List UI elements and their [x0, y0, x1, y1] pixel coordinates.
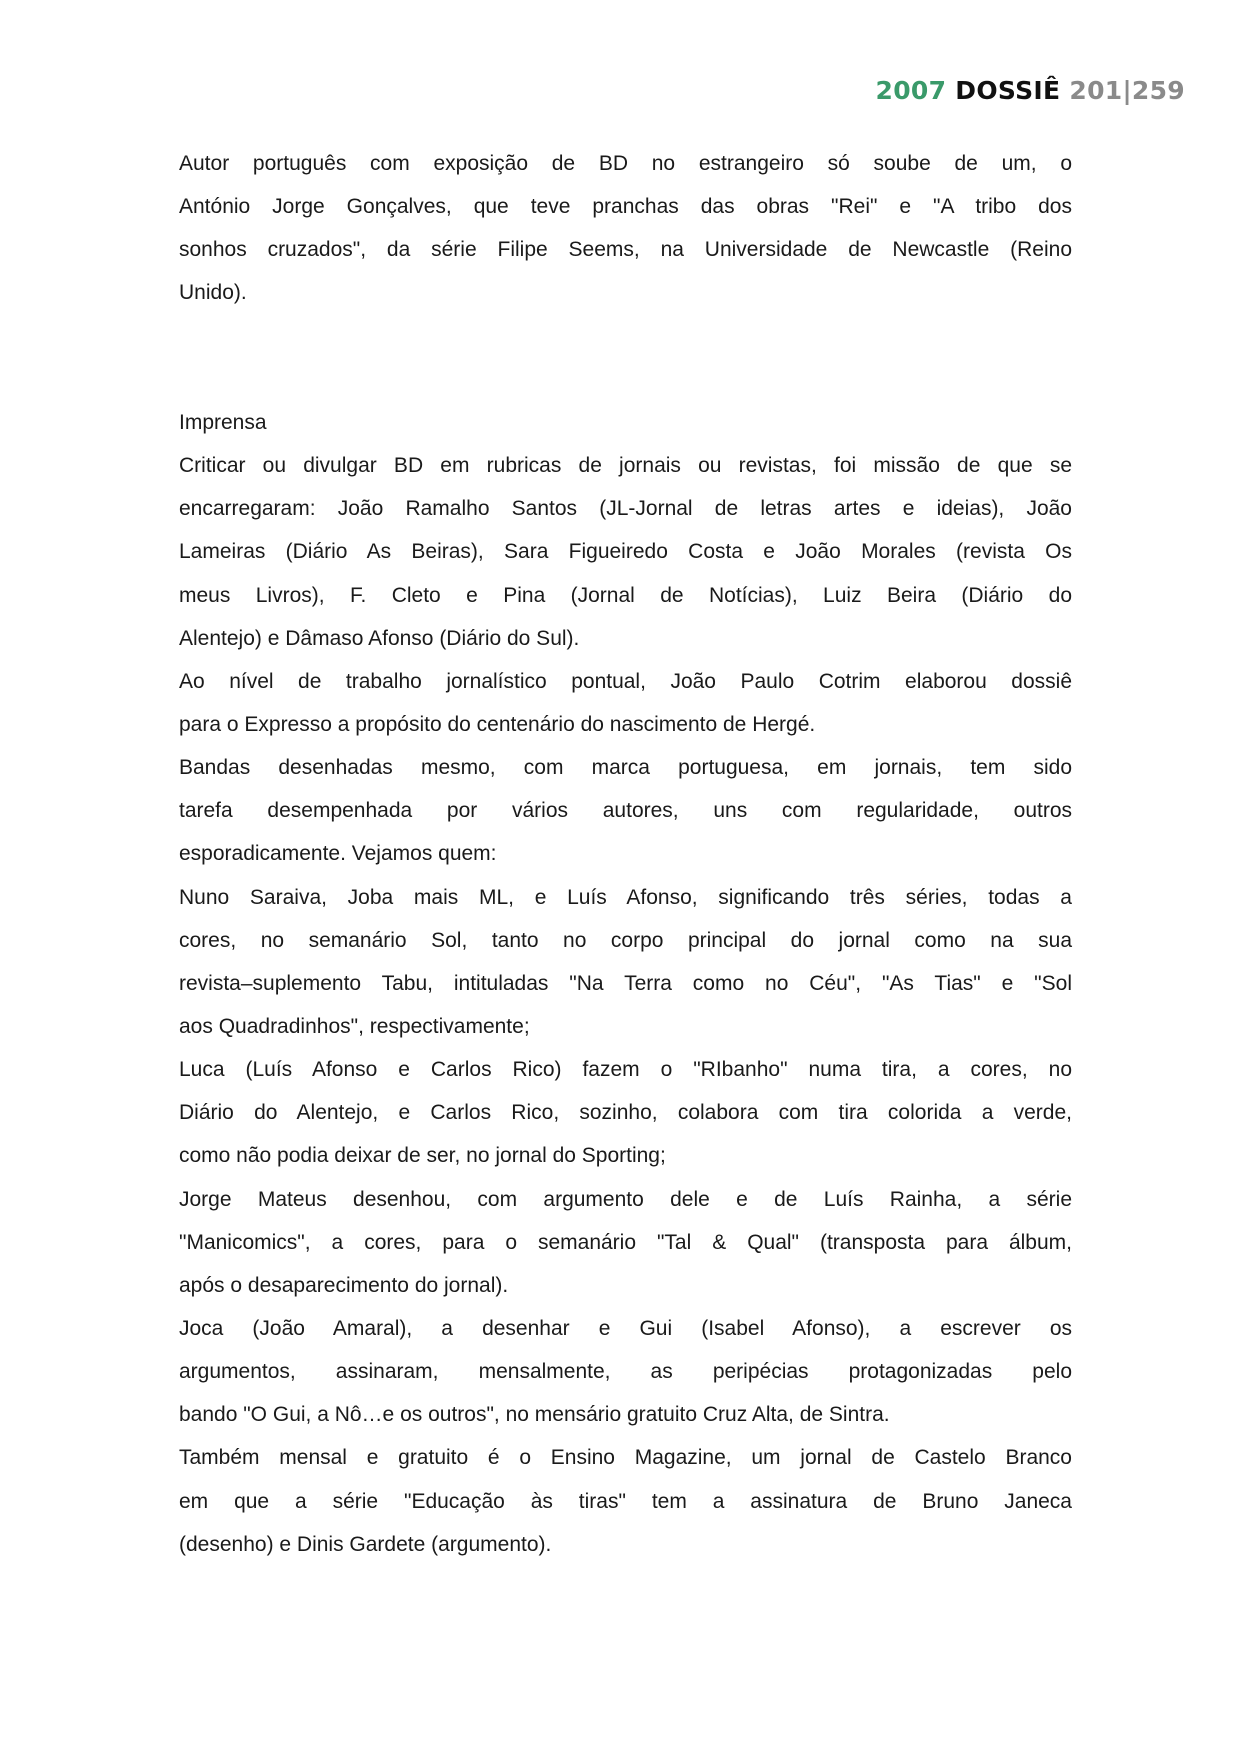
text-line: esporadicamente. Vejamos quem:: [179, 842, 497, 866]
text-line: Autor português com exposição de BD no estrangeiro só soube de um, o: [179, 152, 1072, 175]
paragraph: [179, 1048, 1072, 1177]
text-line: sonhos cruzados", da série Filipe Seems, na Universidade de Newcastle (Reino: [179, 238, 1072, 262]
text-line: António Jorge Gonçalves, que teve pranchas das obras "Rei" e "A tribo dos: [179, 195, 1072, 219]
text-line: Diário do Alentejo, e Carlos Rico, sozinho, colabora com tira colorida a verde,: [179, 1101, 1072, 1125]
header-year: 2007: [875, 76, 947, 105]
text-line: revista–suplemento Tabu, intituladas "Na Terra como no Céu", "As Tias" e "Sol: [179, 971, 1072, 995]
text-line: cores, no semanário Sol, tanto no corpo principal do jornal como na sua: [179, 928, 1072, 952]
intro-text: [179, 142, 1072, 315]
paragraph: [179, 1307, 1072, 1436]
text-line: Jorge Mateus desenhou, com argumento dele e de Luís Rainha, a série: [179, 1187, 1072, 1211]
header-title: DOSSIÊ: [955, 76, 1061, 105]
text-line: argumentos, assinaram, mensalmente, as peripécias protagonizadas pelo: [179, 1360, 1072, 1384]
text-line: bando "O Gui, a Nô…e os outros", no mensário gratuito Cruz Alta, de Sintra.: [179, 1403, 890, 1427]
text-line: Alentejo) e Dâmaso Afonso (Diário do Sul).: [179, 626, 580, 650]
text-line: (desenho) e Dinis Gardete (argumento).: [179, 1532, 552, 1556]
text-line: Luca (Luís Afonso e Carlos Rico) fazem o "RIbanho" numa tira, a cores, no: [179, 1058, 1072, 1082]
text-line: tarefa desempenhada por vários autores, uns com regularidade, outros: [179, 799, 1072, 823]
page-header: [876, 76, 1186, 105]
press-section: [179, 401, 1072, 1566]
text-line: Joca (João Amaral), a desenhar e Gui (Isabel Afonso), a escrever os: [179, 1316, 1072, 1340]
text-line: Unido).: [179, 281, 247, 305]
text-line: Bandas desenhadas mesmo, com marca portuguesa, em jornais, tem sido: [179, 756, 1072, 780]
text-line: para o Expresso a propósito do centenário do nascimento de Hergé.: [179, 712, 816, 736]
text-line: Ao nível de trabalho jornalístico pontual, João Paulo Cotrim elaborou dossiê: [179, 669, 1072, 693]
paragraph: [179, 1436, 1072, 1565]
header-page-number: 201|259: [1069, 76, 1185, 105]
paragraph: [179, 1178, 1072, 1307]
text-line: encarregaram: João Ramalho Santos (JL-Jornal de letras artes e ideias), João: [179, 497, 1072, 521]
text-line: "Manicomics", a cores, para o semanário "Tal & Qual" (transposta para álbum,: [179, 1230, 1072, 1254]
text-line: Criticar ou divulgar BD em rubricas de jornais ou revistas, foi missão de que se: [179, 454, 1072, 478]
text-line: Nuno Saraiva, Joba mais ML, e Luís Afonso, significando três séries, todas a: [179, 885, 1072, 909]
paragraph: [179, 876, 1072, 1049]
paragraph: [179, 660, 1072, 746]
text-line: como não podia deixar de ser, no jornal do Sporting;: [179, 1144, 666, 1168]
section-heading: Imprensa: [179, 411, 267, 434]
text-line: em que a série "Educação às tiras" tem a assinatura de Bruno Janeca: [179, 1489, 1072, 1513]
text-line: aos Quadradinhos", respectivamente;: [179, 1014, 530, 1038]
text-line: após o desaparecimento do jornal).: [179, 1273, 509, 1297]
text-line: Também mensal e gratuito é o Ensino Magazine, um jornal de Castelo Branco: [179, 1446, 1072, 1470]
paragraph: [179, 444, 1072, 660]
text-line: Lameiras (Diário As Beiras), Sara Figueiredo Costa e João Morales (revista Os: [179, 540, 1072, 564]
text-line: meus Livros), F. Cleto e Pina (Jornal de Notícias), Luiz Beira (Diário do: [179, 583, 1072, 607]
intro-paragraph: [179, 142, 1072, 315]
paragraph: [179, 746, 1072, 875]
